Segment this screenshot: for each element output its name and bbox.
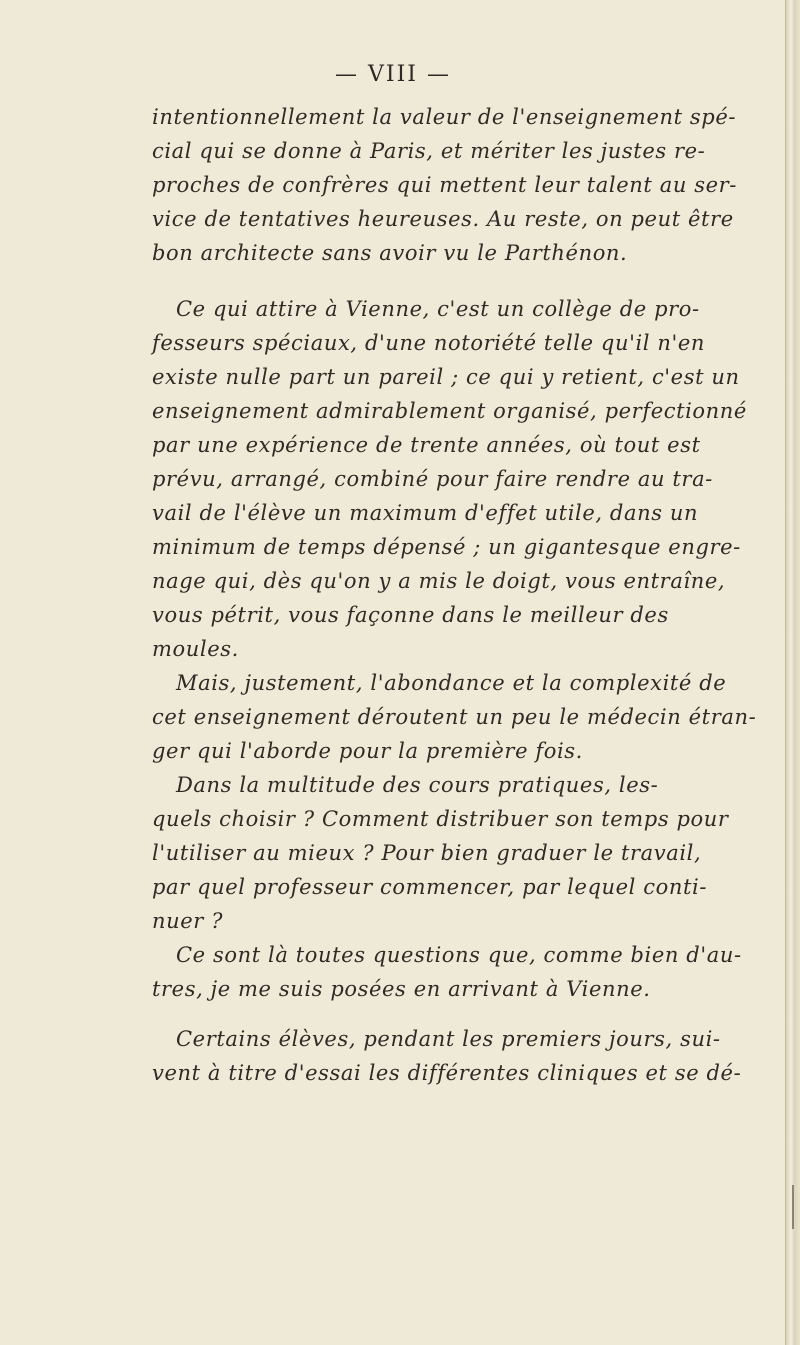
text-line: l'utiliser au mieux ? Pour bien graduer le travail, [152, 841, 702, 865]
text-line: prévu, arrangé, combiné pour faire rendre au tra- [152, 467, 713, 491]
text-line: Ce qui attire à Vienne, c'est un collège de pro- [176, 297, 700, 321]
text-line: vous pétrit, vous façonne dans le meilleur des [152, 603, 669, 627]
text-line: quels choisir ? Comment distribuer son temps pour [152, 807, 729, 831]
text-line: fesseurs spéciaux, d'une notoriété telle qu'il n'en [152, 331, 706, 355]
text-line: par quel professeur commencer, par lequel conti- [152, 875, 708, 899]
text-line: vent à titre d'essai les différentes cliniques et se dé- [152, 1061, 742, 1085]
text-line: Dans la multitude des cours pratiques, les- [176, 773, 659, 797]
text-line: Certains élèves, pendant les premiers jours, sui- [176, 1027, 721, 1051]
page-body [152, 100, 757, 1090]
text-line: moules. [152, 637, 239, 661]
text-line: proches de confrères qui mettent leur talent au ser- [152, 173, 737, 197]
text-line: Mais, justement, l'abondance et la complexité de [176, 671, 727, 695]
text-line: bon architecte sans avoir vu le Parthénon. [152, 241, 628, 265]
text-line: vail de l'élève un maximum d'effet utile, dans un [152, 501, 699, 525]
text-line: Ce sont là toutes questions que, comme bien d'au- [176, 943, 742, 967]
text-line: cet enseignement déroutent un peu le médecin étran- [152, 705, 757, 729]
text-line: nage qui, dès qu'on y a mis le doigt, vous entraîne, [152, 569, 726, 593]
text-line: nuer ? [152, 909, 224, 933]
text-line: cial qui se donne à Paris, et mériter les justes re- [152, 139, 706, 163]
paragraph-gap [152, 1006, 752, 1022]
text-line: intentionnellement la valeur de l'enseignement spé- [152, 105, 737, 129]
page-number: — VIII — [335, 62, 451, 87]
text-line: existe nulle part un pareil ; ce qui y retient, c'est un [152, 365, 740, 389]
text-line: minimum de temps dépensé ; un gigantesque engre- [152, 535, 741, 559]
spine-mark [792, 1185, 794, 1229]
page-spine-edge [785, 0, 800, 1345]
text-line: ger qui l'aborde pour la première fois. [152, 739, 583, 763]
text-line: vice de tentatives heureuses. Au reste, on peut être [152, 207, 734, 231]
text-line: enseignement admirablement organisé, perfectionné [152, 399, 747, 423]
text-line: par une expérience de trente années, où tout est [152, 433, 701, 457]
paragraph-gap [152, 270, 752, 292]
text-line: tres, je me suis posées en arrivant à Vienne. [152, 977, 651, 1001]
